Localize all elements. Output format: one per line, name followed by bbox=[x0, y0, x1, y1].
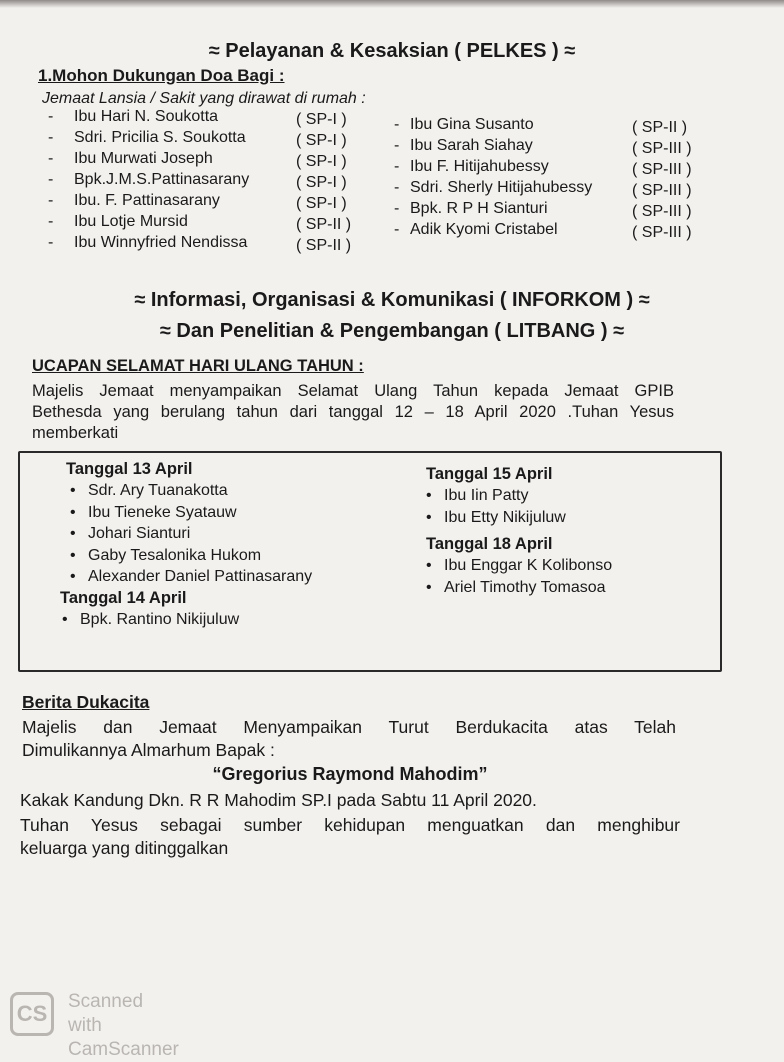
birthday-name: Ibu Iin Patty bbox=[444, 487, 529, 504]
birthday-intro-line-1: Majelis Jemaat menyampaikan Selamat Ulang Tahun kepada Jemaat GPIB bbox=[32, 382, 674, 400]
prayer-item-name: Bpk.J.M.S.Pattinasarany bbox=[74, 171, 250, 188]
birthday-name-item bbox=[426, 579, 606, 597]
prayer-item-sector: ( SP-I ) bbox=[296, 132, 347, 149]
scan-edge-shadow bbox=[0, 0, 784, 8]
birthday-date-heading: Tanggal 14 April bbox=[60, 589, 187, 607]
inforkom-title: ≈ Informasi, Organisasi & Komunikasi ( INFORKOM ) ≈ bbox=[134, 289, 650, 311]
prayer-item bbox=[394, 158, 549, 176]
bullet-marker: • bbox=[70, 568, 76, 585]
birthday-name: Ibu Etty Nikijuluw bbox=[444, 508, 566, 526]
watermark-line-1: Scanned with bbox=[68, 991, 144, 1036]
birthday-name: Ariel Timothy Tomasoa bbox=[444, 578, 606, 596]
dash-marker: - bbox=[48, 234, 54, 251]
prayer-item-name: Bpk. R P H Sianturi bbox=[410, 200, 548, 217]
bullet-marker: • bbox=[426, 557, 432, 574]
prayer-item bbox=[394, 137, 533, 155]
birthday-date-heading: Tanggal 15 April bbox=[426, 465, 553, 483]
prayer-item-sector: ( SP-I ) bbox=[296, 153, 347, 170]
dash-marker: - bbox=[394, 137, 400, 154]
condolence-line-4: Tuhan Yesus sebagai sumber kehidupan menguatkan dan menghibur bbox=[20, 815, 680, 835]
birthday-intro-line-2: Bethesda yang berulang tahun dari tanggal 12 – 18 April 2020 .Tuhan Yesus bbox=[32, 403, 674, 421]
prayer-item bbox=[48, 171, 249, 189]
dash-marker: - bbox=[394, 158, 400, 175]
birthday-date-heading: Tanggal 18 April bbox=[426, 535, 553, 553]
prayer-item-name: Sdri. Sherly Hitijahubessy bbox=[410, 179, 593, 196]
prayer-item bbox=[394, 221, 558, 239]
birthday-name-item bbox=[70, 482, 228, 500]
bullet-marker: • bbox=[426, 508, 432, 526]
elderly-sick-sublabel: Jemaat Lansia / Sakit yang dirawat di rumah : bbox=[42, 90, 366, 107]
prayer-item bbox=[48, 150, 213, 168]
prayer-item-name: Ibu Murwati Joseph bbox=[74, 150, 213, 167]
watermark-line-2: CamScanner bbox=[68, 1039, 179, 1060]
prayer-item-name: Ibu Winnyfried Nendissa bbox=[74, 234, 248, 251]
bullet-marker: • bbox=[70, 482, 76, 499]
condolence-heading: Berita Dukacita bbox=[22, 692, 150, 712]
prayer-item bbox=[48, 234, 247, 252]
bullet-marker: • bbox=[62, 611, 68, 628]
birthday-name-item bbox=[70, 525, 190, 543]
prayer-item-sector: ( SP-II ) bbox=[296, 216, 352, 233]
birthday-heading: UCAPAN SELAMAT HARI ULANG TAHUN : bbox=[32, 357, 364, 375]
prayer-item bbox=[48, 108, 218, 126]
litbang-title: ≈ Dan Penelitian & Pengembangan ( LITBANG ) ≈ bbox=[159, 320, 625, 342]
birthday-name: Johari Sianturi bbox=[88, 525, 191, 542]
birthday-name: Sdr. Ary Tuanakotta bbox=[88, 482, 228, 499]
birthday-name-item bbox=[70, 568, 312, 586]
prayer-item-name: Ibu F. Hitijahubessy bbox=[410, 158, 549, 175]
dash-marker: - bbox=[394, 179, 400, 196]
bullet-marker: • bbox=[426, 578, 432, 596]
birthday-name-item bbox=[70, 547, 261, 565]
prayer-item-sector: ( SP-II ) bbox=[296, 237, 352, 254]
birthday-date-heading: Tanggal 13 April bbox=[66, 460, 193, 478]
condolence-line-1: Majelis dan Jemaat Menyampaikan Turut Berdukacita atas Telah bbox=[22, 717, 676, 737]
prayer-item-sector: ( SP-I ) bbox=[296, 111, 347, 128]
birthday-intro-line-3: memberkati bbox=[32, 424, 119, 442]
prayer-item-sector: ( SP-I ) bbox=[296, 195, 347, 212]
dash-marker: - bbox=[48, 192, 54, 209]
bullet-marker: • bbox=[426, 487, 432, 504]
dash-marker: - bbox=[48, 213, 54, 230]
prayer-item-sector: ( SP-III ) bbox=[632, 140, 692, 157]
birthday-name-item bbox=[70, 504, 237, 522]
prayer-item-name: Ibu Gina Susanto bbox=[410, 116, 534, 133]
condolence-line-3: Kakak Kandung Dkn. R R Mahodim SP.I pada Sabtu 11 April 2020. bbox=[20, 790, 537, 810]
prayer-item bbox=[48, 192, 220, 210]
bullet-marker: • bbox=[70, 525, 76, 542]
dash-marker: - bbox=[48, 171, 54, 188]
dash-marker: - bbox=[48, 150, 54, 167]
birthday-name: Gaby Tesalonika Hukom bbox=[88, 546, 262, 564]
birthday-name-item bbox=[426, 487, 529, 505]
prayer-item-name: Ibu. F. Pattinasarany bbox=[74, 192, 220, 209]
bullet-marker: • bbox=[70, 546, 76, 564]
prayer-item bbox=[48, 213, 188, 231]
prayer-item-name: Ibu Hari N. Soukotta bbox=[74, 108, 219, 125]
prayer-item-sector: ( SP-III ) bbox=[632, 203, 692, 220]
prayer-item-name: Sdri. Pricilia S. Soukotta bbox=[74, 129, 246, 146]
prayer-item bbox=[394, 200, 548, 218]
prayer-item-name: Ibu Lotje Mursid bbox=[74, 213, 188, 230]
dash-marker: - bbox=[48, 108, 54, 125]
birthday-name: Ibu Tieneke Syatauw bbox=[88, 503, 237, 521]
condolence-line-5: keluarga yang ditinggalkan bbox=[20, 838, 229, 858]
prayer-item-name: Adik Kyomi Cristabel bbox=[410, 221, 558, 238]
pelkes-title: ≈ Pelayanan & Kesaksian ( PELKES ) ≈ bbox=[208, 40, 576, 62]
birthday-name-item bbox=[426, 557, 612, 575]
dash-marker: - bbox=[394, 200, 400, 217]
prayer-item bbox=[394, 116, 534, 134]
dash-marker: - bbox=[394, 116, 400, 133]
prayer-support-label: 1.Mohon Dukungan Doa Bagi : bbox=[38, 66, 285, 85]
bullet-marker: • bbox=[70, 503, 76, 521]
condolence-line-2: Dimulikannya Almarhum Bapak : bbox=[22, 740, 275, 760]
camscanner-logo-icon: CS bbox=[10, 992, 54, 1036]
prayer-item-name: Ibu Sarah Siahay bbox=[410, 137, 533, 154]
prayer-item bbox=[48, 129, 246, 147]
prayer-item-sector: ( SP-III ) bbox=[632, 182, 692, 199]
watermark-text bbox=[68, 990, 179, 1062]
dash-marker: - bbox=[48, 129, 54, 146]
birthday-name: Bpk. Rantino Nikijuluw bbox=[80, 611, 240, 628]
birthday-name-item bbox=[426, 509, 566, 527]
birthday-name: Alexander Daniel Pattinasarany bbox=[88, 568, 313, 585]
prayer-item-sector: ( SP-II ) bbox=[632, 119, 688, 136]
dash-marker: - bbox=[394, 221, 400, 238]
prayer-item-sector: ( SP-III ) bbox=[632, 161, 692, 178]
prayer-item-sector: ( SP-I ) bbox=[296, 174, 347, 191]
deceased-name: “Gregorius Raymond Mahodim” bbox=[212, 764, 488, 784]
prayer-item bbox=[394, 179, 592, 197]
birthday-name-item bbox=[62, 611, 239, 629]
prayer-item-sector: ( SP-III ) bbox=[632, 224, 692, 241]
birthday-name: Ibu Enggar K Kolibonso bbox=[444, 557, 613, 574]
